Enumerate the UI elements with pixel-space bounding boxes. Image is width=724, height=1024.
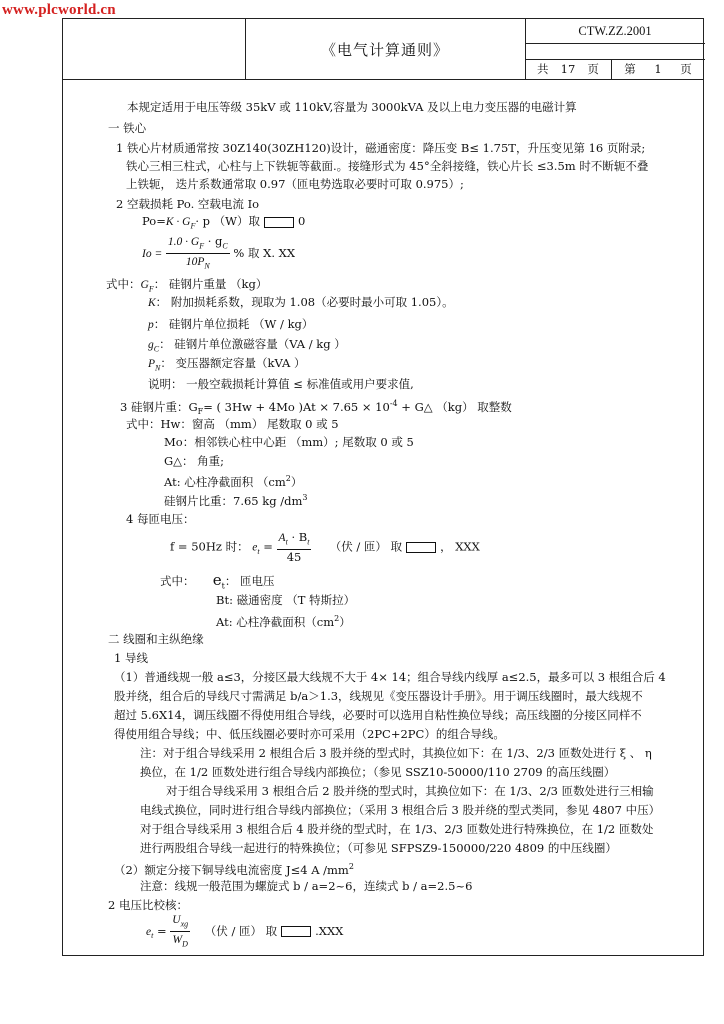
para2-line: （2）额定分接下铜导线电流密度 J≤4 A $/mm^2$ — [114, 862, 354, 877]
para1-line2: 股并绕，组合后的导线尺寸需满足 b/a＞1.3，线规见《变压器设计手册》。用于调压线圈时，最大线规不 — [114, 689, 643, 703]
intro-line: 本规定适用于电压等级 35kV 或 110kV,容量为 3000kVA 及以上电力变压器的电磁计算 — [127, 100, 577, 114]
note1-line1: 注：对于组合导线采用 2 根组合后 3 股并绕的型式时，其换位如下：在 1/3、2/3 匝数处进行 ξ 、 η — [140, 746, 652, 760]
document-title: 《电气计算通则》 — [320, 40, 449, 59]
section-1-1-line2: 铁心三相三柱式，心柱与上下铁轭等截面.。接缝形式为 45°全斜接缝，铁心片长 ≤3.5m 时不断轭不叠 — [126, 159, 649, 173]
note2-line4: 进行两股组合导线一起进行的特殊换位；（可参见 SFPSZ9-150000/220 4809 的中压线圈） — [140, 841, 617, 855]
section-1-3: 3 硅钢片重：$G_F=$ ( 3Hw + 4Mo )$At \times 7.65 \times 10^{-4}$ + G△ （kg） 取整数 — [120, 399, 512, 417]
section-1-1-line3: 上铁轭， 迭片系数通常取 0.97（匝电势选取必要时可取 0.975）; — [126, 177, 464, 191]
et-def: 式中： $e_t$： 匝电压 — [160, 571, 275, 591]
where-density: 硅钢片比重：7.65 kg $/dm^3$ — [164, 493, 308, 508]
section-1-4: 4 每匝电压： — [126, 512, 195, 526]
section-2-heading: 二 线圈和主纵绝缘 — [108, 632, 204, 646]
note2-line3: 对于组合导线采用 3 根组合后 4 股并绕的型式时，在 1/3、2/3 匝数处进行特殊换位，在 1/2 匝数处 — [140, 822, 654, 836]
section-1-1-line1: 1 铁心片材质通常按 30Z140(30ZH120)设计，磁通密度：降压变 B≤ 1.75T，升压变见第 16 页附录; — [116, 141, 646, 155]
def-gf: 式中：$G_F$： 硅钢片重量 （kg） — [106, 277, 268, 294]
document-header — [63, 19, 703, 79]
voltage-value-box — [281, 926, 311, 937]
po-value-box — [264, 217, 294, 228]
total-pages: 共 17 页 — [537, 62, 599, 76]
et-value-box — [406, 542, 436, 553]
section-2-1-heading: 1 导线 — [114, 651, 148, 665]
note1-line2: 换位，在 1/2 匝数处进行组合导线内部换位；（参见 SSZ10-50000/110 2709 的高压线圈） — [140, 765, 616, 779]
para1-line1: （1）普通线规一般 a≤3，分接区最大线规不大于 4× 14；组合导线内线厚 a≤2.5，最多可以 3 根组合后 4 — [114, 670, 666, 684]
def-gc: $g_C$： 硅钢片单位激磁容量（VA / kg ） — [148, 337, 346, 354]
io-formula: Io = $\frac{1.0 \cdot G_F \cdot g_C}{10P_N}$ % 取 X. XX — [142, 234, 296, 271]
et-formula: f = 50Hz 时： $e_t$ = $\frac{A_t \cdot B_t}{45}$ （伏 / 匝） 取 ， XXX — [170, 530, 480, 565]
def-k: K： 附加损耗系数，现取为 1.08（必要时最小可取 1.05）。 — [148, 295, 454, 309]
def-pn: $P_N$： 变压器额定容量（kVA ） — [148, 356, 306, 373]
para1-line4: 得使用组合导线；中、低压线圈必要时亦可采用（2PC+2PC）的组合导线。 — [114, 727, 505, 741]
document-code: CTW.ZZ.2001 — [578, 23, 652, 38]
note-line: 说明： 一般空载损耗计算值 ≤ 标准值或用户要求值, — [148, 377, 414, 391]
para2-note: 注意：线规一般范围为螺旋式 b / a=2~6，连续式 b / a=2.5~6 — [140, 879, 473, 893]
page-number: 第 1 页 — [624, 62, 692, 76]
para1-line3: 超过 5.6X14，调压线圈不得使用组合导线，必要时可以选用自粘性换位导线；高压线圈的分接区同样不 — [114, 708, 642, 722]
note2-line2: 电线式换位，同时进行组合导线内部换位；（采用 3 根组合后 3 股并绕的型式类同，参见 4807 中压） — [140, 803, 661, 817]
bt-def: Bt: 磁通密度 （T 特斯拉） — [216, 593, 356, 607]
where-mo: Mo：相邻铁心柱中心距 （mm）; 尾数取 0 或 5 — [164, 435, 414, 449]
voltage-ratio-formula: $e_t$ = $\frac{U_{xg}}{W_D}$ （伏 / 匝） 取 .XXX — [146, 914, 344, 949]
def-p: p： 硅钢片单位损耗 （W / kg） — [148, 317, 314, 331]
section-1-2-heading: 2 空载损耗 Po. 空载电流 Io — [116, 197, 260, 211]
watermark: www.plcworld.cn — [2, 2, 116, 18]
at-def: At: 心柱净截面积$(cm^2)$ — [216, 614, 351, 629]
where-g: G△： 角重; — [164, 454, 225, 468]
where-hw: 式中：Hw：窗高 （mm） 尾数取 0 或 5 — [126, 417, 339, 431]
where-at: At: 心柱净截面积 $(cm^2)$ — [164, 474, 303, 489]
po-formula: $Po=K \cdot G_F\cdot p$ （W）取 0 — [142, 214, 306, 231]
note2-line1: 对于组合导线采用 3 根组合后 2 股并绕的型式时，其换位如下：在 1/3、2/3 匝数处进行三相输 — [166, 784, 654, 798]
section-1-heading: 一 铁心 — [108, 121, 147, 135]
section-2-2-heading: 2 电压比校核： — [108, 898, 188, 912]
